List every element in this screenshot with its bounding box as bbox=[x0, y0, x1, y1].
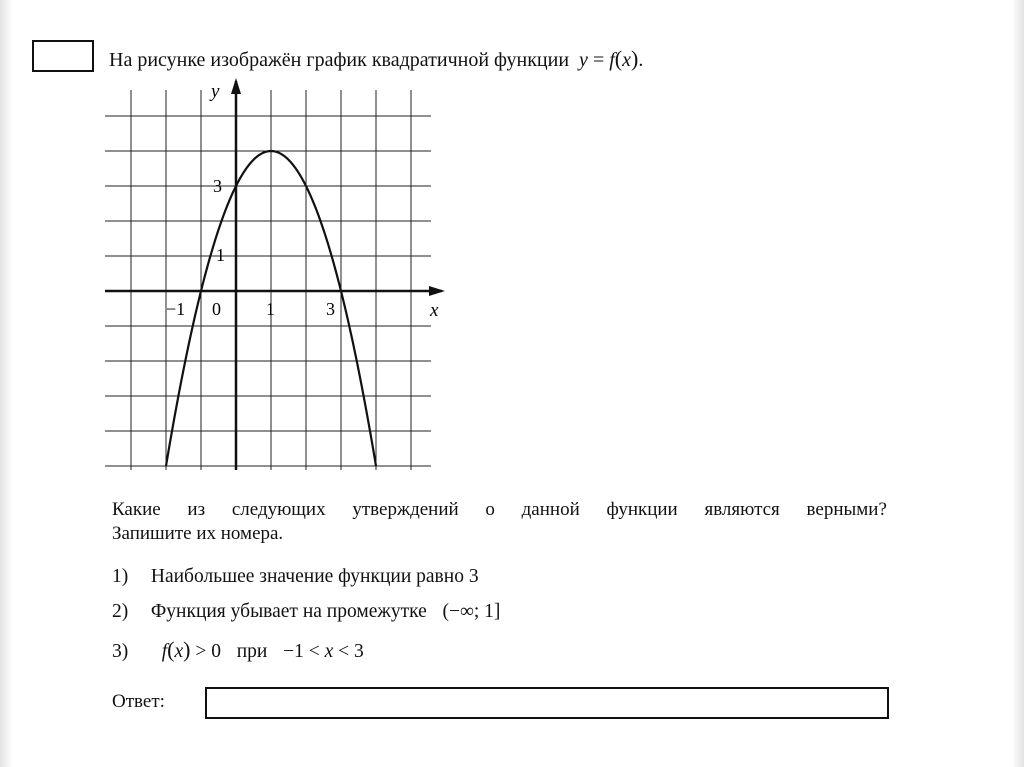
statement-number: 1) bbox=[112, 566, 129, 587]
statement-interval: (−∞; 1] bbox=[442, 601, 501, 622]
tick-label-y-1: 1 bbox=[216, 245, 225, 265]
question-word: из bbox=[187, 499, 206, 520]
question-text bbox=[112, 498, 887, 546]
question-word: верными? bbox=[806, 499, 887, 520]
statement-gt-zero: > 0 bbox=[195, 641, 221, 662]
formula-x: x bbox=[622, 49, 631, 71]
tick-label-x-3: 3 bbox=[326, 299, 335, 319]
x-axis-label: x bbox=[430, 300, 439, 321]
y-axis-arrow bbox=[231, 78, 241, 94]
statement-text: Функция убывает на промежутке bbox=[150, 601, 427, 622]
tick-label-y-3: 3 bbox=[213, 176, 222, 196]
statement-2 bbox=[112, 601, 500, 623]
statement-number: 2) bbox=[112, 601, 129, 622]
statement-upper-bound: < 3 bbox=[338, 641, 364, 662]
statement-text: Наибольшее значение функции равно 3 bbox=[150, 566, 479, 587]
formula-eq: = bbox=[592, 49, 605, 71]
formula-f: f bbox=[609, 49, 615, 71]
title-text: На рисунке изображён график квадратичной функции bbox=[109, 49, 570, 71]
answer-label: Ответ: bbox=[112, 691, 165, 712]
statement-1 bbox=[112, 566, 479, 588]
statement-3 bbox=[112, 637, 364, 663]
question-word: утверждений bbox=[352, 499, 459, 520]
slide-edge-right bbox=[1012, 0, 1024, 767]
formula-open-paren: ( bbox=[614, 46, 623, 71]
x-axis-arrow bbox=[429, 286, 445, 296]
question-word: функции bbox=[606, 499, 678, 520]
question-word: Какие bbox=[112, 499, 161, 520]
answer-field[interactable] bbox=[205, 687, 889, 719]
question-word: о bbox=[485, 499, 495, 520]
grid-lines bbox=[105, 90, 431, 470]
slide-edge-left bbox=[0, 0, 12, 767]
question-word: следующих bbox=[231, 499, 326, 520]
question-line-1 bbox=[112, 498, 887, 522]
tick-label-x-minus-1: −1 bbox=[166, 299, 186, 319]
question-word: данной bbox=[521, 499, 580, 520]
tick-label-x-1: 1 bbox=[266, 299, 275, 319]
question-word: являются bbox=[704, 499, 780, 520]
statement-x: x bbox=[174, 641, 184, 662]
question-line-2: Запишите их номера. bbox=[112, 523, 284, 544]
statement-x-variable: x bbox=[324, 641, 334, 662]
page-title bbox=[109, 46, 643, 72]
formula-dot: . bbox=[638, 49, 644, 71]
statement-lower-bound: −1 < bbox=[283, 641, 320, 662]
formula-y: y bbox=[579, 49, 588, 71]
formula-close-paren: ) bbox=[631, 46, 639, 71]
statement-number: 3) bbox=[112, 641, 129, 662]
y-axis-label: y bbox=[211, 81, 220, 102]
task-number-box bbox=[32, 40, 94, 72]
statement-close-paren: ) bbox=[183, 637, 191, 662]
statement-f: f bbox=[161, 641, 168, 662]
statement-pri: при bbox=[236, 641, 268, 662]
tick-label-origin: 0 bbox=[212, 299, 221, 319]
function-graph bbox=[105, 78, 445, 476]
statement-open-paren: ( bbox=[167, 637, 175, 662]
